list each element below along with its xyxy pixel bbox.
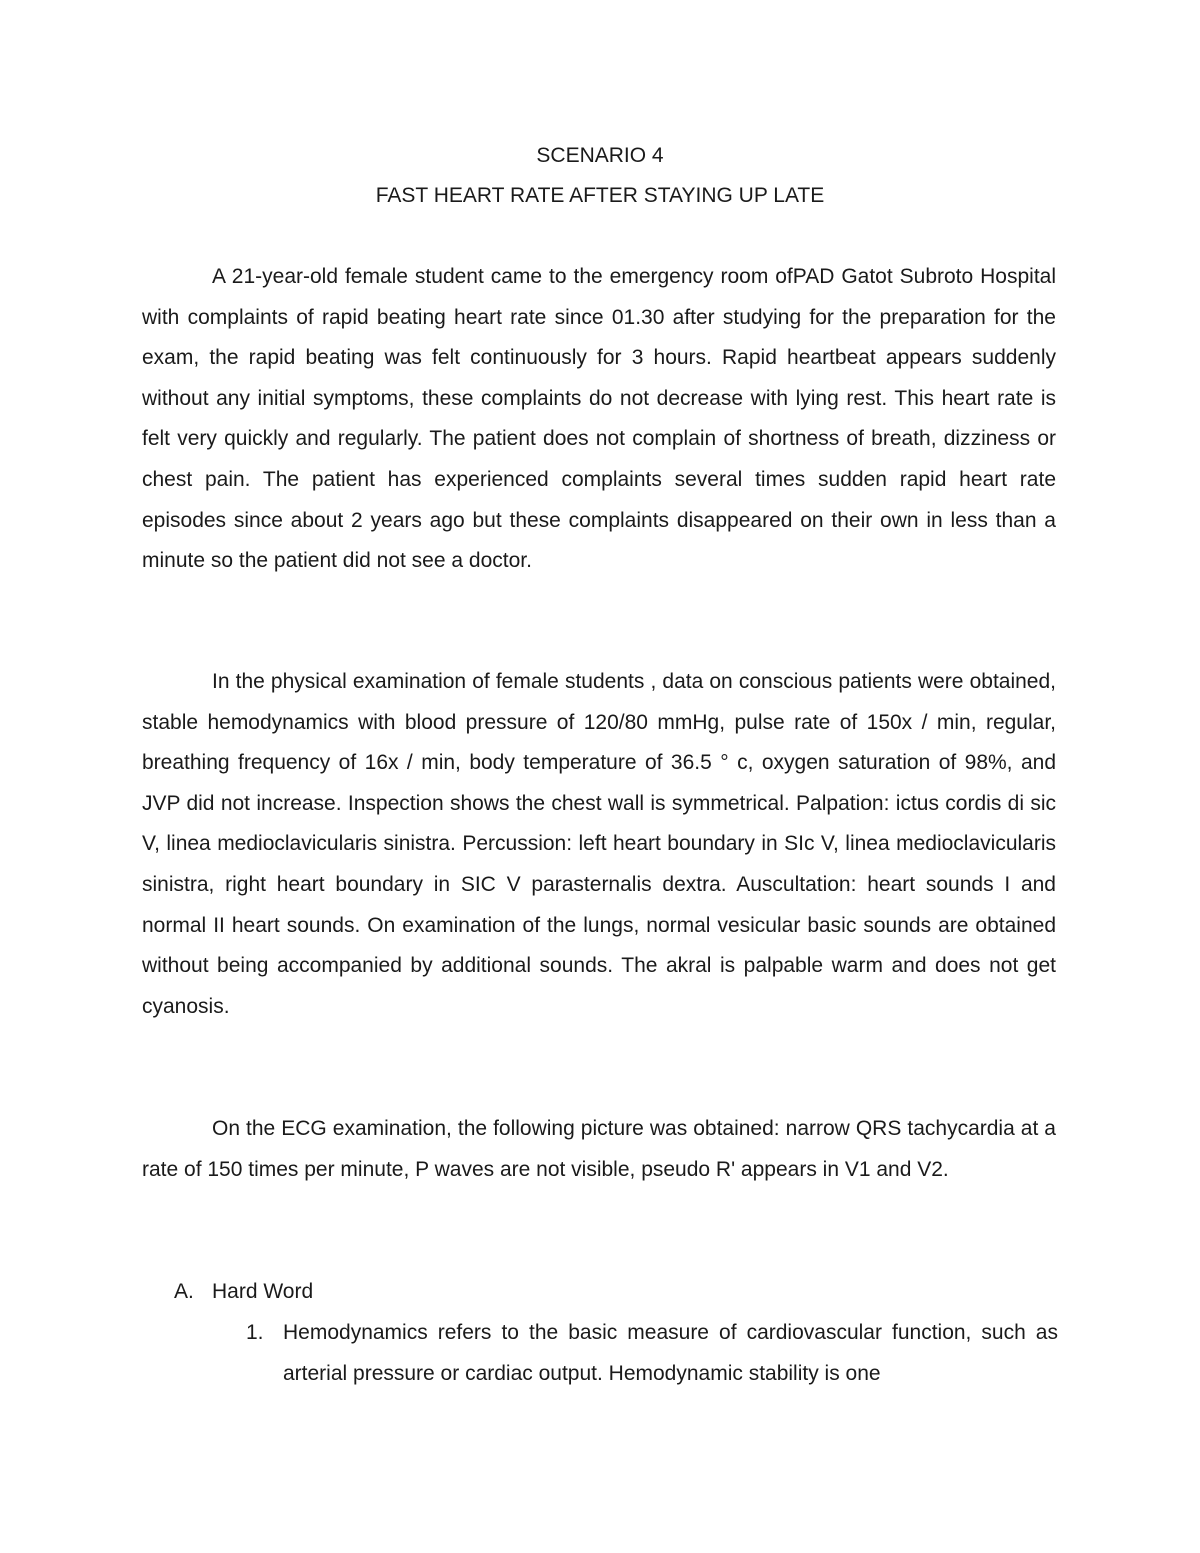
list-item <box>246 1313 1058 1394</box>
document-subtitle: FAST HEART RATE AFTER STAYING UP LATE <box>375 184 825 207</box>
section-heading <box>174 1272 313 1312</box>
section-marker: A. <box>174 1280 194 1303</box>
document-title: SCENARIO 4 <box>536 144 664 167</box>
paragraph-physical-exam: In the physical examination of female students , data on conscious patients were obtained, stable hemodynamics with blood pressure of 120/80 mmHg, pulse rate of 150x / min, regular, breathing frequency of 16x / min, body temperature of 36.5 ° c, oxygen saturation of 98%, and JVP did not increase. Inspection shows the chest wall is symmetrical. Palpation: ictus cordis di sic V, linea medioclavicularis sinistra. Percussion: left heart boundary in SIc V, linea medioclavicularis sinistra, right heart boundary in SIC V parasternalis dextra. Auscultation: heart sounds I and normal II heart sounds. On examination of the lungs, normal vesicular basic sounds are obtained without being accompanied by additional sounds. The akral is palpable warm and does not get cyanosis. <box>142 670 1056 1018</box>
list-item-number: 1. <box>246 1321 264 1344</box>
list-item-text: Hemodynamics refers to the basic measure of cardiovascular function, such as arterial pressure or cardiac output. Hemodynamic stability is one <box>283 1321 1058 1385</box>
paragraph-ecg: On the ECG examination, the following picture was obtained: narrow QRS tachycardia at a rate of 150 times per minute, P waves are not visible, pseudo R' appears in V1 and V2. <box>142 1117 1056 1181</box>
paragraph-history: A 21-year-old female student came to the emergency room ofPAD Gatot Subroto Hospital with complaints of rapid beating heart rate since 01.30 after studying for the preparation for the exam, the rapid beating was felt continuously for 3 hours. Rapid heartbeat appears suddenly without any initial symptoms, these complaints do not decrease with lying rest. This heart rate is felt very quickly and regularly. The patient does not complain of shortness of breath, dizziness or chest pain. The patient has experienced complaints several times sudden rapid heart rate episodes since about 2 years ago but these complaints disappeared on their own in less than a minute so the patient did not see a doctor. <box>142 265 1056 573</box>
section-heading-text: Hard Word <box>212 1280 314 1303</box>
